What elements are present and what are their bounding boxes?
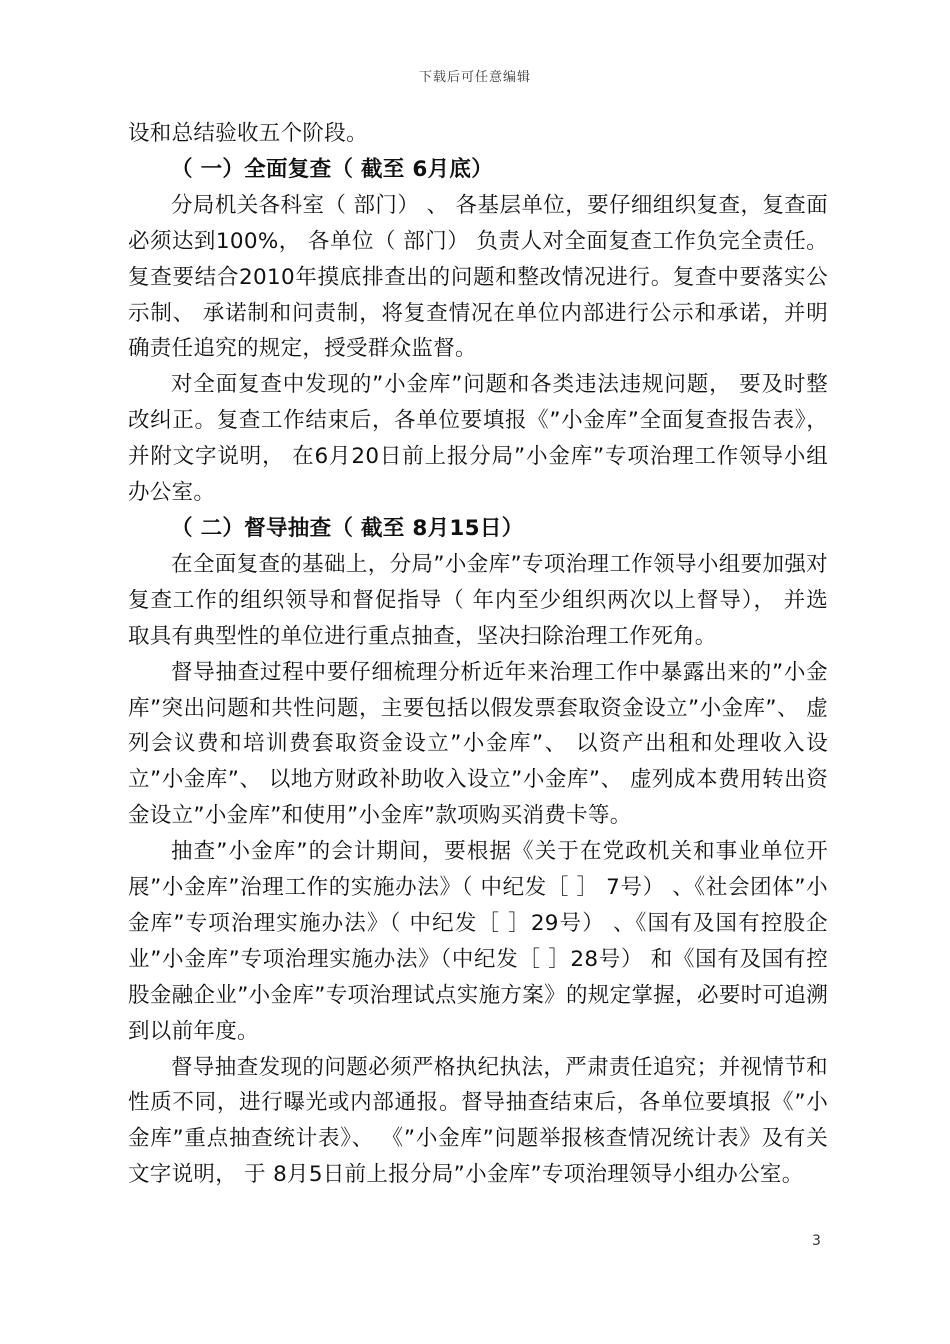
paragraph-spot-check-issues: 督导抽查过程中要仔细梳理分析近年来治理工作中暴露出来的”小金库”突出问题和共性问题，主要包括以假发票套取资金设立”小金库”、 虚列会议费和培训费套取资金设立”小金库”、 以资产出租和处理收入设立”小金库”、 以地方财政补助收入设立”小金库”、 虚列成本费用转出资金设立”小金库”和使用”小金库”款项购买消费卡等。 <box>128 659 828 829</box>
paragraph-accounting-period: 抽查”小金库”的会计期间，要根据《关于在党政机关和事业单位开展”小金库”治理工作的实施办法》（ 中纪发［ ］ 7号） 、《社会团体”小金库”专项治理实施办法》（ 中纪发［ ］29号） 、《国有及国有控股企业”小金库”专项治理实施办法》（中纪发［ ］28号） 和《国有及国有控股金融企业”小金库”专项治理试点实施方案》的规定掌握，必要时可追溯到以前年度。 <box>128 839 828 1044</box>
page-number: 3 <box>812 1233 821 1249</box>
paragraph-continuation: 设和总结验收五个阶段。 <box>128 121 368 146</box>
document-body <box>128 116 828 1193</box>
paragraph-review-scope: 分局机关各科室（ 部门） 、 各基层单位，要仔细组织复查，复查面必须达到100%， 各单位（ 部门） 负责人对全面复查工作负完全责任。复查要结合2010年摸底排查出的问题和整改情况进行。复查中要落实公示制、 承诺制和问责制，将复查情况在单位内部进行公示和承诺，并明确责任追究的规定，授受群众监督。 <box>128 192 828 362</box>
paragraph-accountability: 督导抽查发现的问题必须严格执纪执法，严肃责任追究；并视情节和性质不同，进行曝光或内部通报。督导抽查结束后，各单位要填报《”小金库”重点抽查统计表》、 《”小金库”问题举报核查情况统计表》及有关文字说明， 于 8月5日前上报分局”小金库”专项治理领导小组办公室。 <box>128 1054 828 1188</box>
paragraph-spot-check-basis: 在全面复查的基础上，分局”小金库”专项治理工作领导小组要加强对复查工作的组织领导和督促指导（ 年内至少组织两次以上督导）， 并选取具有典型性的单位进行重点抽查，坚决扫除治理工作死角。 <box>128 551 828 649</box>
section-heading-full-review: （ 一）全面复查（ 截至 6月底） <box>171 156 494 182</box>
page-header: 下载后可任意编辑 <box>418 70 531 85</box>
section-heading-spot-check: （ 二）督导抽查（ 截至 8月15日） <box>171 515 524 541</box>
paragraph-review-rectification: 对全面复查中发现的”小金库”问题和各类违法违规问题， 要及时整改纠正。复查工作结束后，各单位要填报《”小金库”全面复查报告表》， 并附文字说明， 在6月20日前上报分局”小金库”专项治理工作领导小组办公室。 <box>128 372 828 506</box>
